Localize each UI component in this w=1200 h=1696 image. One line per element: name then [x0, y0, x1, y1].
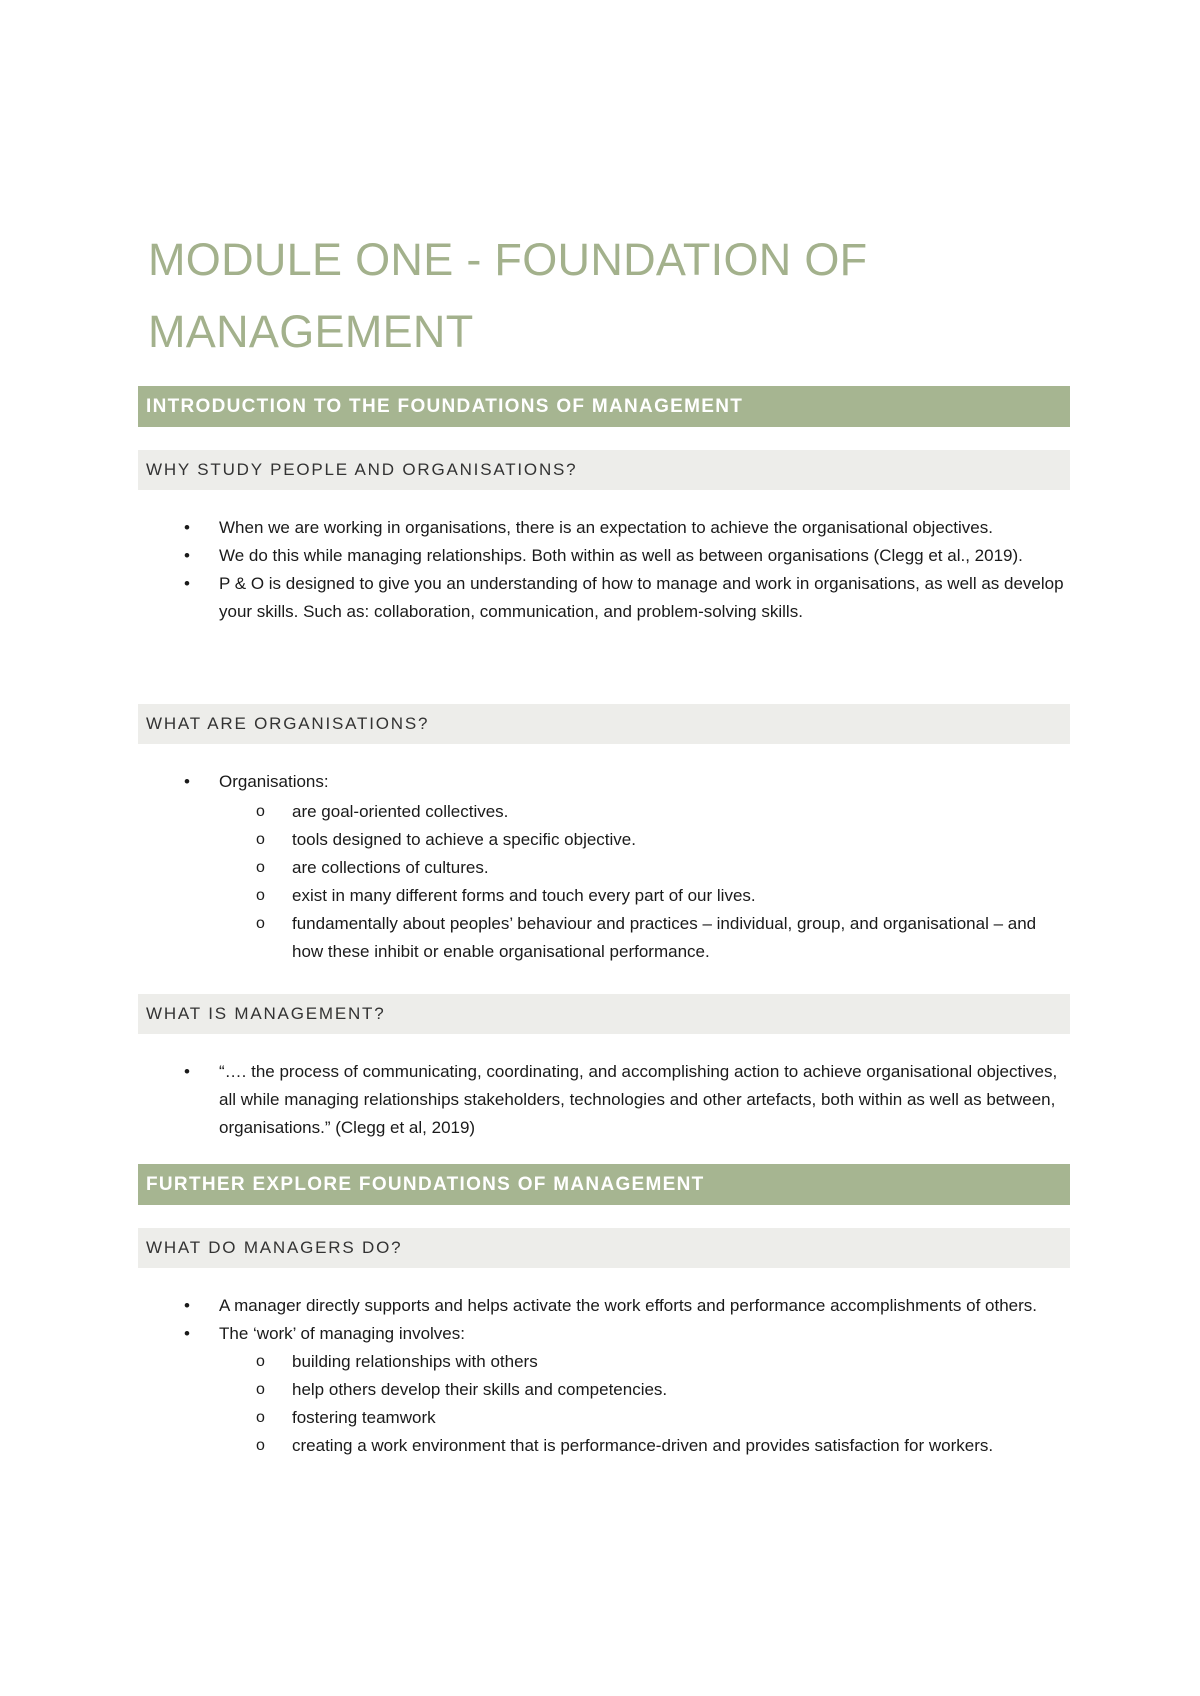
section-heading: INTRODUCTION TO THE FOUNDATIONS OF MANAGEMENT: [138, 386, 1070, 427]
bullet-icon: •: [184, 1324, 190, 1343]
sub-list-item: [138, 854, 1070, 882]
bullet-icon: •: [184, 772, 190, 791]
list-item-text: We do this while managing relationships. Both within as well as between organisations (Clegg et al., 2019).: [219, 546, 1023, 565]
circle-bullet-icon: o: [256, 803, 265, 820]
list-item: [138, 570, 1070, 626]
list-item: [138, 1292, 1070, 1320]
list-item-text: When we are working in organisations, there is an expectation to achieve the organisational objectives.: [219, 518, 993, 537]
bullet-icon: •: [184, 1296, 190, 1315]
bullet-list: [138, 1058, 1070, 1142]
list-item-text: Organisations:: [219, 772, 329, 791]
subsection-heading: WHAT IS MANAGEMENT?: [138, 994, 1070, 1034]
list-item-text: P & O is designed to give you an understanding of how to manage and work in organisations, as well as develop your skills. Such as: collaboration, communication, and problem-solving skills.: [219, 574, 1064, 621]
bullet-icon: •: [184, 518, 190, 537]
bullet-list: [138, 514, 1070, 626]
document-page: [138, 0, 1070, 1696]
list-item-text: The ‘work’ of managing involves:: [219, 1324, 465, 1343]
list-item-text: tools designed to achieve a specific objective.: [292, 830, 636, 849]
list-item-text: exist in many different forms and touch every part of our lives.: [292, 886, 756, 905]
list-item-text: are collections of cultures.: [292, 858, 489, 877]
list-item: [138, 1320, 1070, 1348]
list-item: [138, 768, 1070, 796]
sub-list-item: [138, 910, 1070, 966]
bullet-icon: •: [184, 546, 190, 565]
circle-bullet-icon: o: [256, 1409, 265, 1426]
sub-list-item: [138, 826, 1070, 854]
sub-list-item: [138, 798, 1070, 826]
list-item: [138, 514, 1070, 542]
bullet-icon: •: [184, 574, 190, 593]
circle-bullet-icon: o: [256, 859, 265, 876]
list-item-text: fundamentally about peoples’ behaviour and practices – individual, group, and organisational – and how these inhibit or enable organisational performance.: [292, 914, 1037, 961]
list-item-text: are goal-oriented collectives.: [292, 802, 509, 821]
list-item-text: “…. the process of communicating, coordinating, and accomplishing action to achieve organisational objectives, all while managing relationships stakeholders, technologies and other artefacts, both within as well as between, organisations.” (Clegg et al, 2019): [219, 1062, 1058, 1137]
bullet-list: [138, 1292, 1070, 1460]
document-title: MODULE ONE - FOUNDATION OF MANAGEMENT: [148, 234, 868, 357]
list-item-text: creating a work environment that is performance-driven and provides satisfaction for workers.: [292, 1436, 994, 1455]
sub-list-item: [138, 1404, 1070, 1432]
circle-bullet-icon: o: [256, 1353, 265, 1370]
section-heading: FURTHER EXPLORE FOUNDATIONS OF MANAGEMENT: [138, 1164, 1070, 1205]
list-item-text: fostering teamwork: [292, 1408, 436, 1427]
circle-bullet-icon: o: [256, 831, 265, 848]
circle-bullet-icon: o: [256, 1437, 265, 1454]
circle-bullet-icon: o: [256, 887, 265, 904]
sub-list-item: [138, 1376, 1070, 1404]
subsection-heading: WHAT ARE ORGANISATIONS?: [138, 704, 1070, 744]
list-item-text: A manager directly supports and helps activate the work efforts and performance accomplishments of others.: [219, 1296, 1037, 1315]
subsection-heading: WHAT DO MANAGERS DO?: [138, 1228, 1070, 1268]
list-item-text: help others develop their skills and competencies.: [292, 1380, 668, 1399]
list-item-text: building relationships with others: [292, 1352, 538, 1371]
circle-bullet-icon: o: [256, 1381, 265, 1398]
sub-list-item: [138, 1348, 1070, 1376]
circle-bullet-icon: o: [256, 915, 265, 932]
sub-list-item: [138, 882, 1070, 910]
bullet-list: [138, 768, 1070, 966]
list-item: [138, 542, 1070, 570]
subsection-heading: WHY STUDY PEOPLE AND ORGANISATIONS?: [138, 450, 1070, 490]
sub-list-item: [138, 1432, 1070, 1460]
bullet-icon: •: [184, 1062, 190, 1081]
list-item: [138, 1058, 1070, 1142]
